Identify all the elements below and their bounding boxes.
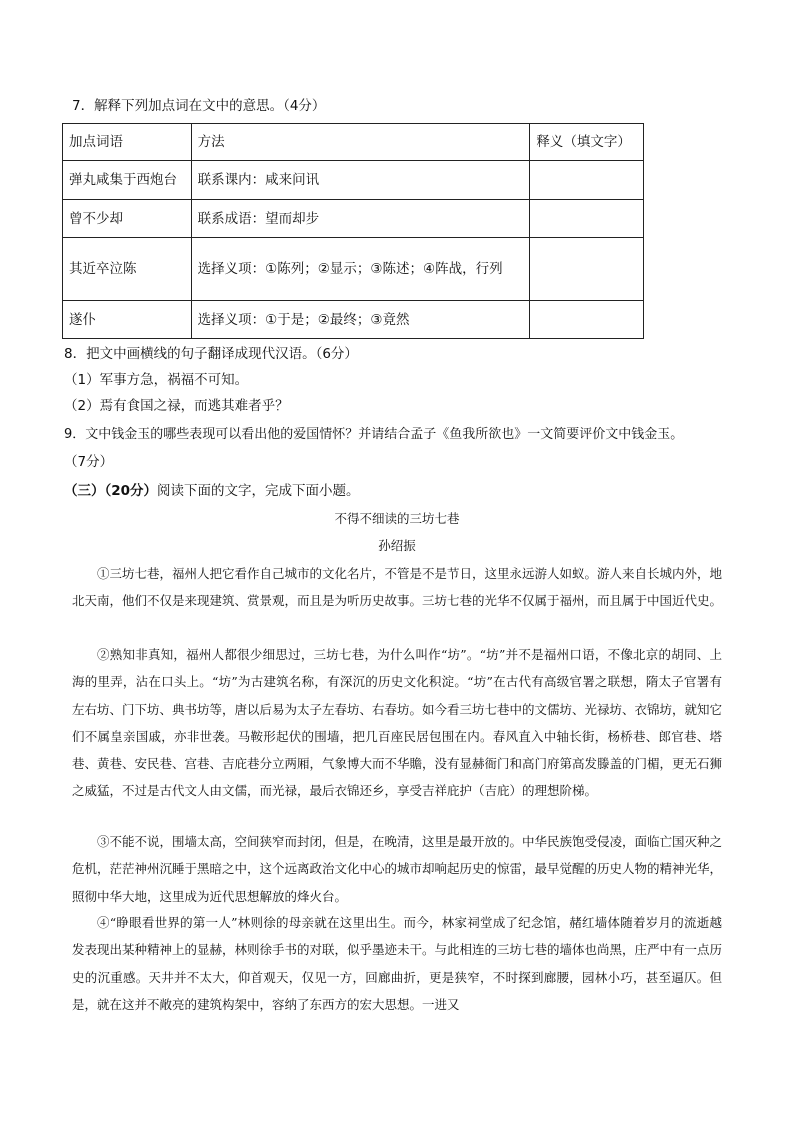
section-3-heading [64,481,360,501]
section-3-instruction: 阅读下面的文字，完成下面小题。 [157,483,360,499]
essay-paragraph-3: ③不能不说，围墙太高，空间狭窄而封闭，但是，在晚清，这里是最开放的。中华民族饱受侵凌，面临亡国灭种之危机，茫茫神州沉睡于黑暗之中，这个远离政治文化中心的城市却响起历史的惊雷，最早觉醒的历史人物的精神光华，照彻中华大地，这里成为近代思想解放的烽火台。 [72,834,723,904]
q8-prompt: 8．把文中画横线的句子翻译成现代汉语。（6分） [64,346,358,362]
header-method: 方法 [191,124,530,161]
row-answer-blank[interactable] [530,161,644,200]
vocab-table [62,123,644,339]
q9-points: （7分） [64,454,114,470]
row-phrase: 遂仆 [63,301,192,339]
q7-prompt: 7．解释下列加点词在文中的意思。（4分） [72,98,326,114]
row-method: 选择义项：①于是；②最终；③竟然 [191,301,530,339]
row-method: 联系课内：咸来问讯 [191,161,530,200]
table-row [63,301,644,339]
essay-title: 不得不细读的三坊七巷 [334,511,460,526]
table-row [63,200,644,238]
header-phrase: 加点词语 [63,124,192,161]
row-phrase: 其近卒泣陈 [63,238,192,301]
essay-paragraph-4: ④“睁眼看世界的第一人”林则徐的母亲就在这里出生。而今，林家祠堂成了纪念馆，赭红墙体随着岁月的流逝越发表现出某种精神上的显赫，林则徐手书的对联，似乎墨迹未干。与此相连的三坊七巷的墙体也尚黑，庄严中有一点历史的沉重感。天井并不太大，仰首观天，仅见一方，回廊曲折，更是狭窄，不时探到廊腰，园林小巧，甚至逼仄。但是，就在这并不敞亮的建筑构架中，容纳了东西方的宏大思想。一进又 [72,915,723,1012]
table-header-row [63,124,644,161]
q8-item-2: （2）焉有食国之禄，而逃其难者乎？ [64,398,289,414]
section-3-label: （三）（20分） [64,483,158,499]
row-answer-blank[interactable] [530,301,644,339]
row-phrase: 曾不少却 [63,200,192,238]
essay-paragraph-1: ①三坊七巷，福州人把它看作自己城市的文化名片，不管是不是节日，这里永远游人如蚁。游人来自长城内外，地北天南，他们不仅是来现建筑、赏景观，而且是为听历史故事。三坊七巷的光华不仅属于福州，而且属于中国近代史。 [72,566,723,609]
table-row [63,161,644,200]
q9-prompt: 9．文中钱金玉的哪些表现可以看出他的爱国情怀？并请结合孟子《鱼我所欲也》一文简要评价文中钱金玉。 [64,427,684,442]
row-method: 选择义项：①陈列；②显示；③陈述；④阵战，行列 [191,238,530,301]
row-answer-blank[interactable] [530,200,644,238]
q8-item-1: （1）军事方急，祸福不可知。 [64,372,249,388]
row-phrase: 弹丸咸集于西炮台 [63,161,192,200]
essay-author: 孙绍振 [378,538,416,553]
essay-paragraph-2: ②熟知非真知，福州人都很少细思过，三坊七巷，为什么叫作“坊”。“坊”并不是福州口语，不像北京的胡同、上海的里弄，沾在口头上。“坊”为古建筑名称，有深沉的历史文化积淀。“坊”在古代有高级官署之联想，隋太子官署有左右坊、门下坊、典书坊等，唐以后易为太子左春坊、右春坊。如今看三坊七巷中的文儒坊、光禄坊、衣锦坊，就知它们不属皇亲国戚，亦非世袭。马鞍形起伏的围墙，把几百座民居包围在内。春风直入中轴长街，杨桥巷、郎官巷、塔巷、黄巷、安民巷、宫巷、吉庇巷分立两厢，气象博大而不华贍，没有显赫衙门和高门府第高发滕盖的门楣，更无石狮之威猛，不过是古代文人由文儒，而光禄，最后衣锦还乡，享受吉祥庇护（吉庇）的理想阶梯。 [72,647,723,799]
row-method: 联系成语：望而却步 [191,200,530,238]
header-answer: 释义（填文字） [530,124,644,161]
row-answer-blank[interactable] [530,238,644,301]
table-row [63,238,644,301]
